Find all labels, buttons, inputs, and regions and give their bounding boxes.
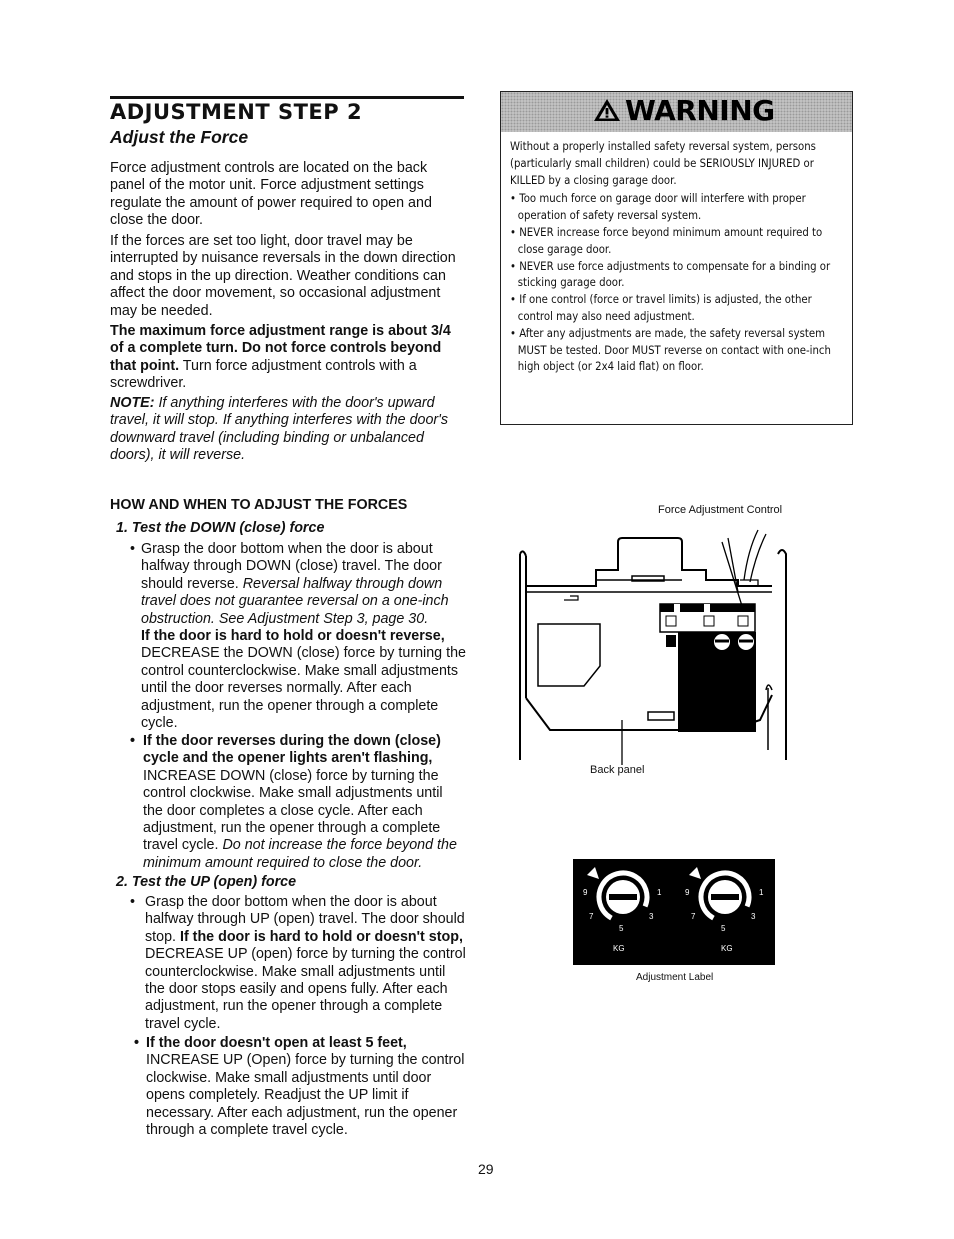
svg-text:7: 7	[589, 912, 594, 921]
note-paragraph	[110, 395, 464, 465]
step-title: ADJUSTMENT STEP 2	[110, 100, 363, 124]
up-test-title: 2. Test the UP (open) force	[116, 874, 297, 890]
warning-bullet-list	[510, 190, 847, 375]
warning-body	[510, 138, 847, 375]
warning-bullet: • After any adjustments are made, the safety reversal system MUST be tested. Door MUST reverse on contact with one-inch high object (or 2x4 laid flat) on floor.	[510, 325, 831, 374]
warning-bullet: • NEVER use force adjustments to compensate for a binding or sticking garage door.	[510, 258, 831, 290]
warning-box	[500, 91, 853, 425]
page-number: 29	[478, 1161, 494, 1177]
warning-title	[593, 94, 775, 127]
svg-text:1: 1	[759, 888, 764, 897]
svg-text:KG: KG	[613, 944, 625, 953]
svg-text:9: 9	[685, 888, 690, 897]
down-bullet-1: • Grasp the door bottom when the door is about halfway through DOWN (close) travel. The door should reverse. Reversal halfway through down travel does not guarantee reversal on a one-inch obstruction. See Adjustment Step 3, page 30. If the door is hard to hold or doesn't reverse, DECREASE the DOWN (close) force by turning the control counterclockwise. Make small adjustments until the door reverses normally. After each adjustment, run the opener through a complete cycle.	[130, 541, 466, 732]
warning-intro: Without a properly installed safety reversal system, persons (particularly small children) could be SERIOUSLY INJURED or KILLED by a closing garage door.	[510, 139, 816, 187]
down-bullet-1-rest: DECREASE the DOWN (close) force by turning the control counterclockwise. Make small adjustments until the door reverses normally. After each adjustment, run the opener through a complete cycle.	[141, 645, 466, 732]
motor-unit-illustration	[510, 520, 800, 765]
back-panel-label: Back panel	[590, 764, 645, 776]
up-bullet-1-text: Grasp the door bottom when the door is about halfway through UP (open) travel. The door should stop.	[145, 894, 465, 945]
down-bullet-2-text: INCREASE DOWN (close) force by turning the control clockwise. Make small adjustments until the door completes a close cycle. After each adjustment, run the opener through a complete travel cycle.	[143, 767, 443, 854]
adjustment-label-illustration	[573, 859, 775, 965]
down-bullet-2-italic: Do not increase the force beyond the minimum amount required to close the door.	[143, 837, 457, 871]
up-bullet-2-bold: If the door doesn't open at least 5 feet,	[146, 1035, 407, 1051]
intro-paragraph-3	[110, 323, 464, 393]
svg-text:1: 1	[657, 888, 662, 897]
svg-text:3: 3	[649, 912, 654, 921]
force-adjustment-control-label: Force Adjustment Control	[658, 504, 783, 516]
warning-bullet: • If one control (force or travel limits) is adjusted, the other control may also need adjustment.	[510, 292, 812, 323]
adjustment-label-caption: Adjustment Label	[636, 972, 714, 983]
warning-bullet: • NEVER increase force beyond minimum amount required to close garage door.	[510, 224, 823, 256]
up-bullet-1-rest: DECREASE UP (open) force by turning the control counterclockwise. Make small adjustments until the door stops easily and opens fully. After each adjustment, run the opener through a complete travel cycle.	[145, 946, 466, 1032]
warning-triangle-icon	[593, 98, 621, 122]
svg-text:5: 5	[619, 924, 624, 933]
screwdriver-statement: Turn force adjustment controls with a screwdriver.	[110, 357, 417, 392]
up-bullet-1-bold: If the door is hard to hold or doesn't stop,	[176, 928, 463, 945]
max-force-statement: The maximum force adjustment range is about 3/4 of a complete turn. Do not force controls beyond that point.	[110, 323, 451, 374]
down-bullet-1-text: Grasp the door bottom when the door is about halfway through DOWN (close) travel. The door should reverse.	[141, 541, 442, 592]
header-rule	[110, 96, 464, 99]
svg-text:9: 9	[583, 888, 588, 897]
up-bullet-2: • If the door doesn't open at least 5 feet, INCREASE UP (Open) force by turning the control clockwise. Make small adjustments until door opens completely. Readjust the UP limit if necessary. After each adjustment, run the opener through a complete travel cycle.	[134, 1035, 465, 1139]
note-text: If anything interferes with the door's upward travel, it will stop. If anything interferes with the door's downward travel (including binding or unbalanced doors), it will reverse.	[110, 395, 449, 464]
up-bullet-1: • Grasp the door bottom when the door is about halfway through UP (open) travel. The door should stop. If the door is hard to hold or doesn't stop, DECREASE UP (open) force by turning the control counterclockwise. Make small adjustments until the door stops easily and opens fully. After each adjustment, run the opener through a complete travel cycle.	[130, 894, 466, 1032]
down-test-title: 1. Test the DOWN (close) force	[116, 520, 325, 536]
section-heading: HOW AND WHEN TO ADJUST THE FORCES	[110, 497, 408, 513]
intro-paragraph-2: If the forces are set too light, door travel may be interrupted by nuisance reversals in the down direction and stops in the up direction. Weather conditions can affect the door movement, so occasional adjustment may be needed.	[110, 233, 456, 319]
svg-text:5: 5	[721, 924, 726, 933]
note-label: NOTE:	[110, 395, 155, 411]
down-bullet-1-italic: Reversal halfway through down travel does not guarantee reversal on a one-inch obstruction. See Adjustment Step 3, page 30.	[141, 575, 449, 627]
warning-title-text: WARNING	[625, 94, 775, 127]
down-bullet-2: • If the door reverses during the down (close) cycle and the opener lights aren't flashing, INCREASE DOWN (close) force by turning the control clockwise. Make small adjustments until the door completes a close cycle. After each adjustment, run the opener through a complete travel cycle. Do not increase the force beyond the minimum amount required to close the door.	[130, 733, 457, 871]
svg-text:7: 7	[691, 912, 696, 921]
down-bullet-1-bold: If the door is hard to hold or doesn't reverse,	[141, 628, 445, 645]
intro-paragraph-1: Force adjustment controls are located on the back panel of the motor unit. Force adjustment settings regulate the amount of power required to open and close the door.	[110, 160, 432, 229]
up-bullet-2-text: INCREASE UP (Open) force by turning the control clockwise. Make small adjustments until door opens completely. Readjust the UP limit if necessary. After each adjustment, run the opener through a complete travel cycle.	[146, 1052, 465, 1139]
subtitle: Adjust the Force	[110, 127, 249, 147]
warning-bullet: • Too much force on garage door will interfere with proper operation of safety reversal system.	[510, 191, 806, 223]
svg-text:3: 3	[751, 912, 756, 921]
svg-text:KG: KG	[721, 944, 733, 953]
down-bullet-2-bold: If the door reverses during the down (close) cycle and the opener lights aren't flashing,	[143, 733, 441, 767]
